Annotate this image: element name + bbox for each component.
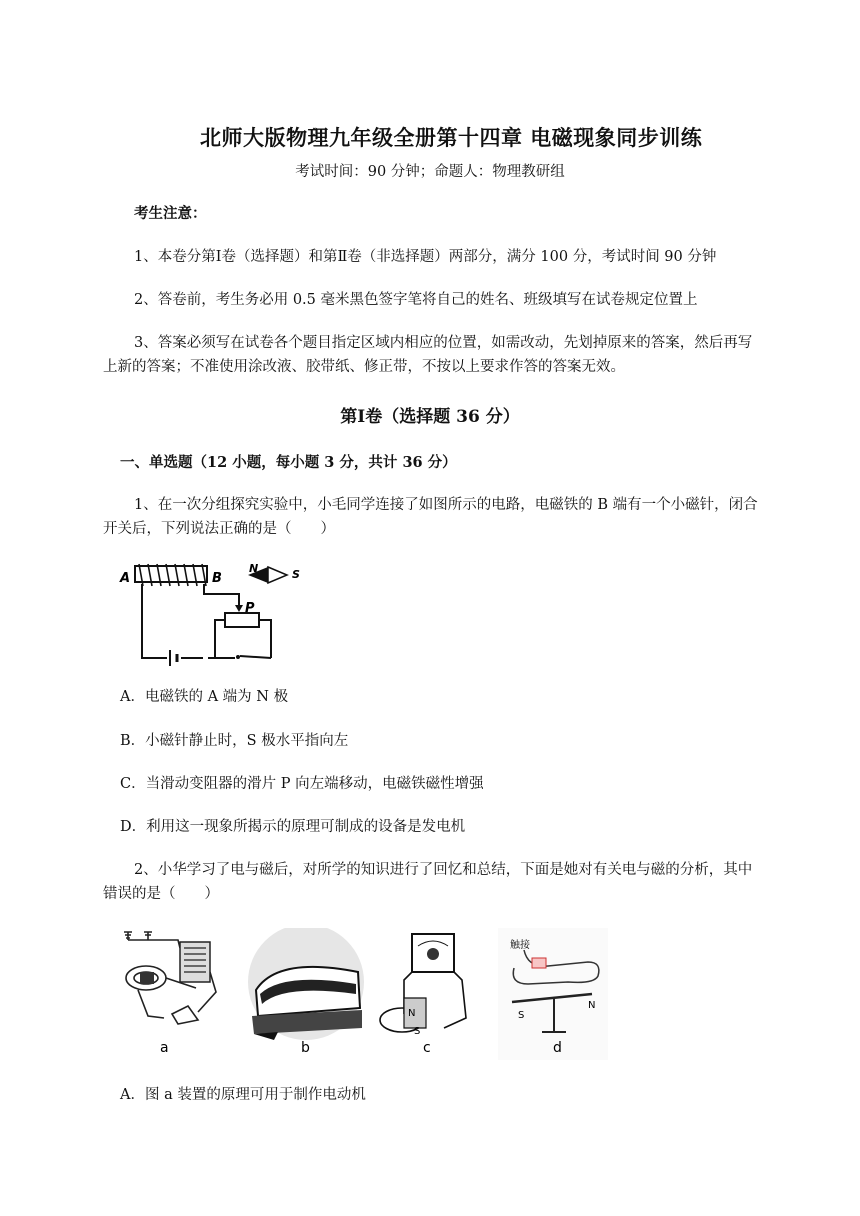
figure-a [118, 928, 230, 1060]
label-s: S [292, 568, 300, 581]
figure-c [374, 928, 484, 1060]
notice-item-2: 2、答卷前，考生务必用 0.5 毫米黑色签字笔将自己的姓名、班级填写在试卷规定位置上 [134, 292, 698, 308]
figure-c-s: S [414, 1026, 421, 1037]
label-n: N [249, 562, 259, 575]
notice-heading: 考生注意： [134, 205, 207, 222]
question-1-option-a: A．电磁铁的 A 端为 N 极 [120, 689, 289, 705]
battery [532, 958, 546, 968]
magnet-block [140, 972, 154, 984]
figure-b-caption: b [301, 1040, 310, 1056]
label-a: A [120, 571, 131, 586]
question-1-stem: 1、在一次分组探究实验中，小毛同学连接了如图所示的电路，电磁铁的 B 端有一个小磁针，闭合 [134, 497, 758, 513]
notice-item-3-continued: 上新的答案；不准使用涂改液、胶带纸、修正带，不按以上要求作答的答案无效。 [103, 359, 625, 375]
figure-d-n: N [588, 1000, 596, 1011]
figure-d-label: 触接 [510, 940, 530, 951]
figure-d-s: S [518, 1010, 525, 1021]
page-title: 北师大版物理九年级全册第十四章 电磁现象同步训练 [200, 125, 703, 150]
question-2-option-a: A．图 a 装置的原理可用于制作电动机 [120, 1087, 366, 1103]
question-2-stem-continued: 错误的是（ ） [103, 886, 219, 902]
notice-item-1: 1、本卷分第Ⅰ卷（选择题）和第Ⅱ卷（非选择题）两部分，满分 100 分，考试时间 90 分钟 [134, 249, 717, 265]
figure-d [498, 928, 608, 1060]
figure-b [248, 928, 366, 1060]
figure-c-caption: c [423, 1040, 431, 1056]
question-1-stem-continued: 开关后，下列说法正确的是（ ） [103, 521, 335, 537]
page-subtitle: 考试时间：90 分钟；命题人：物理教研组 [295, 164, 565, 180]
question-1-option-b: B．小磁针静止时，S 极水平指向左 [120, 733, 349, 749]
figure-d-caption: d [553, 1040, 562, 1056]
needle-light-half [268, 567, 287, 583]
section-title: 第Ⅰ卷（选择题 36 分） [340, 407, 520, 427]
figure-c-n: N [408, 1008, 416, 1019]
question-1-circuit-figure [115, 560, 315, 670]
question-1-option-d: D．利用这一现象所揭示的原理可制成的设备是发电机 [120, 819, 466, 835]
question-1-option-c: C．当滑动变阻器的滑片 P 向左端移动，电磁铁磁性增强 [120, 776, 484, 792]
label-p: P [245, 601, 255, 616]
part-heading: 一、单选题（12 小题，每小题 3 分，共计 36 分） [120, 454, 457, 471]
question-2-stem: 2、小华学习了电与磁后，对所学的知识进行了回忆和总结，下面是她对有关电与磁的分析，其中 [134, 862, 753, 878]
figure-a-caption: a [160, 1040, 169, 1056]
slider-arrow [235, 605, 243, 612]
notice-item-3: 3、答案必须写在试卷各个题目指定区域内相应的位置，如需改动，先划掉原来的答案，然后再写 [134, 335, 753, 351]
label-b: B [212, 571, 222, 586]
